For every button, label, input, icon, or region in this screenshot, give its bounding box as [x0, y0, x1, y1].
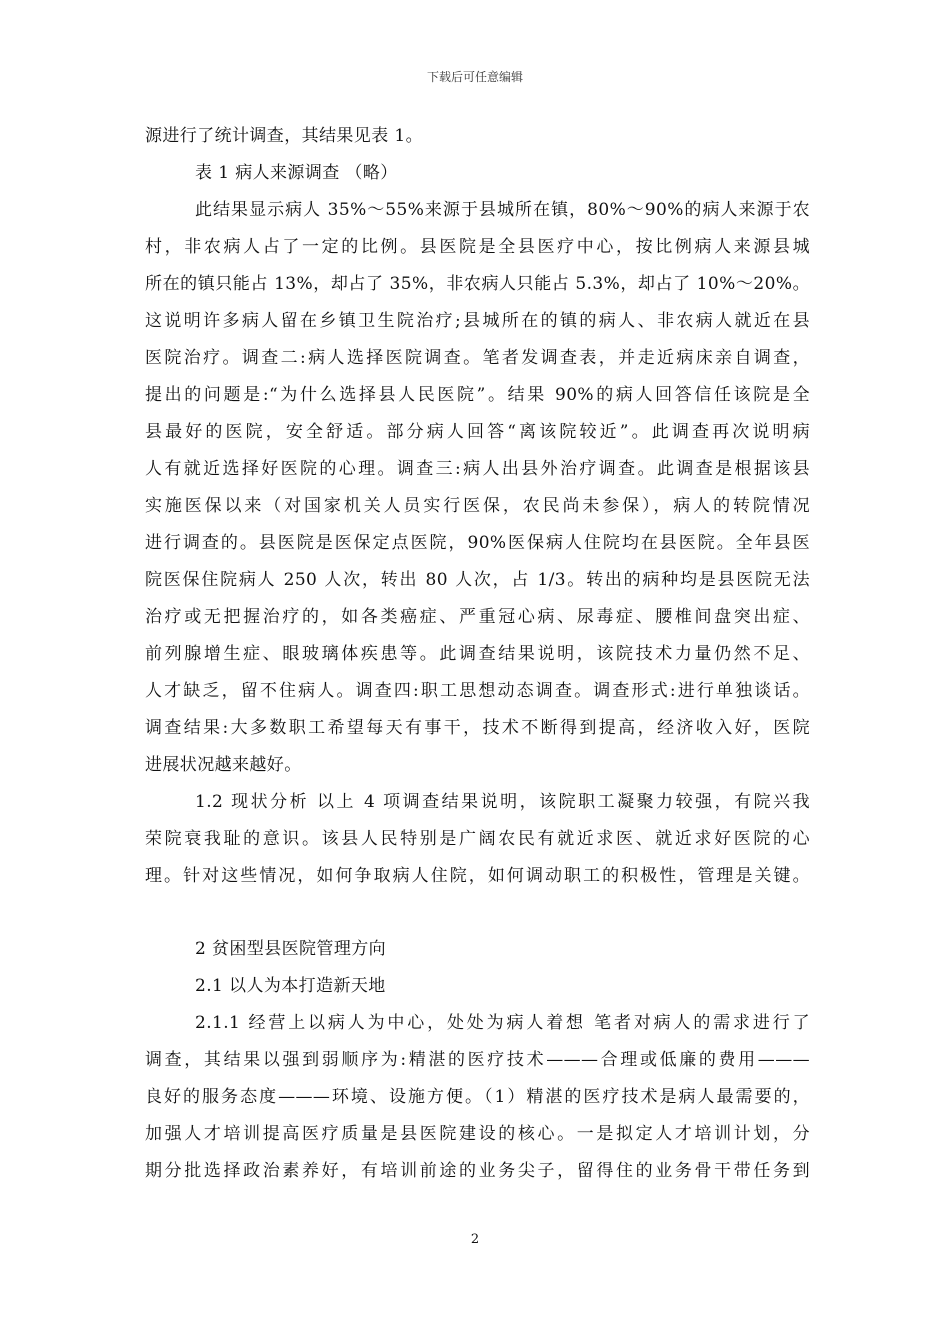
text-line: 此结果显示病人 35%～55%来源于县城所在镇，80%～90%的病人来源于农	[195, 200, 810, 220]
document-body	[145, 118, 810, 1190]
text-line: 提出的问题是:“为什么选择县人民医院”。结果 90%的病人回答信任该院是全	[145, 385, 810, 405]
paragraph-gap	[145, 895, 810, 931]
text-line: 进行调查的。县医院是医保定点医院，90%医保病人住院均在县医院。全年县医	[145, 533, 810, 553]
text-line: 治疗或无把握治疗的，如各类癌症、严重冠心病、尿毒症、腰椎间盘突出症、	[145, 607, 810, 627]
table-caption: 表 1 病人来源调查 （略）	[195, 163, 398, 183]
section-heading-2-1: 2.1 以人为本打造新天地	[195, 976, 386, 996]
text-line: 调查，其结果以强到弱顺序为:精湛的医疗技术———合理或低廉的费用———	[145, 1050, 810, 1070]
text-line: 所在的镇只能占 13%，却占了 35%，非农病人只能占 5.3%，却占了 10%～20%。	[145, 274, 810, 294]
page-number: 2	[470, 1232, 480, 1247]
text-line: 期分批选择政治素养好，有培训前途的业务尖子，留得住的业务骨干带任务到	[145, 1161, 810, 1181]
text-line: 良好的服务态度———环境、设施方便。（1）精湛的医疗技术是病人最需要的，	[145, 1087, 810, 1107]
text-line: 实施医保以来（对国家机关人员实行医保，农民尚未参保），病人的转院情况	[145, 496, 810, 516]
text-line: 医院治疗。调查二:病人选择医院调查。笔者发调查表，并走近病床亲自调查，	[145, 348, 810, 368]
text-line: 加强人才培训提高医疗质量是县医院建设的核心。一是拟定人才培训计划，分	[145, 1124, 810, 1144]
text-line: 村，非农病人占了一定的比例。县医院是全县医疗中心，按比例病人来源县城	[145, 237, 810, 257]
text-line: 人有就近选择好医院的心理。调查三:病人出县外治疗调查。此调查是根据该县	[145, 459, 810, 479]
text-line: 源进行了统计调查，其结果见表 1。	[145, 126, 424, 146]
text-line: 进展状况越来越好。	[145, 755, 302, 775]
text-line: 理。针对这些情况，如何争取病人住院，如何调动职工的积极性，管理是关键。	[145, 866, 810, 886]
text-line: 院医保住院病人 250 人次，转出 80 人次，占 1/3。转出的病种均是县医院无法	[145, 570, 810, 590]
section-heading-2: 2 贫困型县医院管理方向	[195, 939, 387, 959]
text-line: 调查结果:大多数职工希望每天有事干，技术不断得到提高，经济收入好，医院	[145, 718, 810, 738]
text-line: 这说明许多病人留在乡镇卫生院治疗;县城所在的镇的病人、非农病人就近在县	[145, 311, 810, 331]
page-header-note: 下载后可任意编辑	[426, 70, 523, 84]
text-line: 前列腺增生症、眼玻璃体疾患等。此调查结果说明，该院技术力量仍然不足、	[145, 644, 810, 664]
text-line: 县最好的医院，安全舒适。部分病人回答“离该院较近”。此调查再次说明病	[145, 422, 810, 442]
section-1-2-line: 1.2 现状分析 以上 4 项调查结果说明，该院职工凝聚力较强，有院兴我	[195, 792, 810, 812]
section-2-1-1-line: 2.1.1 经营上以病人为中心，处处为病人着想 笔者对病人的需求进行了	[195, 1013, 810, 1033]
text-line: 人才缺乏，留不住病人。调查四:职工思想动态调查。调查形式:进行单独谈话。	[145, 681, 810, 701]
text-line: 荣院衰我耻的意识。该县人民特别是广阔农民有就近求医、就近求好医院的心	[145, 829, 810, 849]
